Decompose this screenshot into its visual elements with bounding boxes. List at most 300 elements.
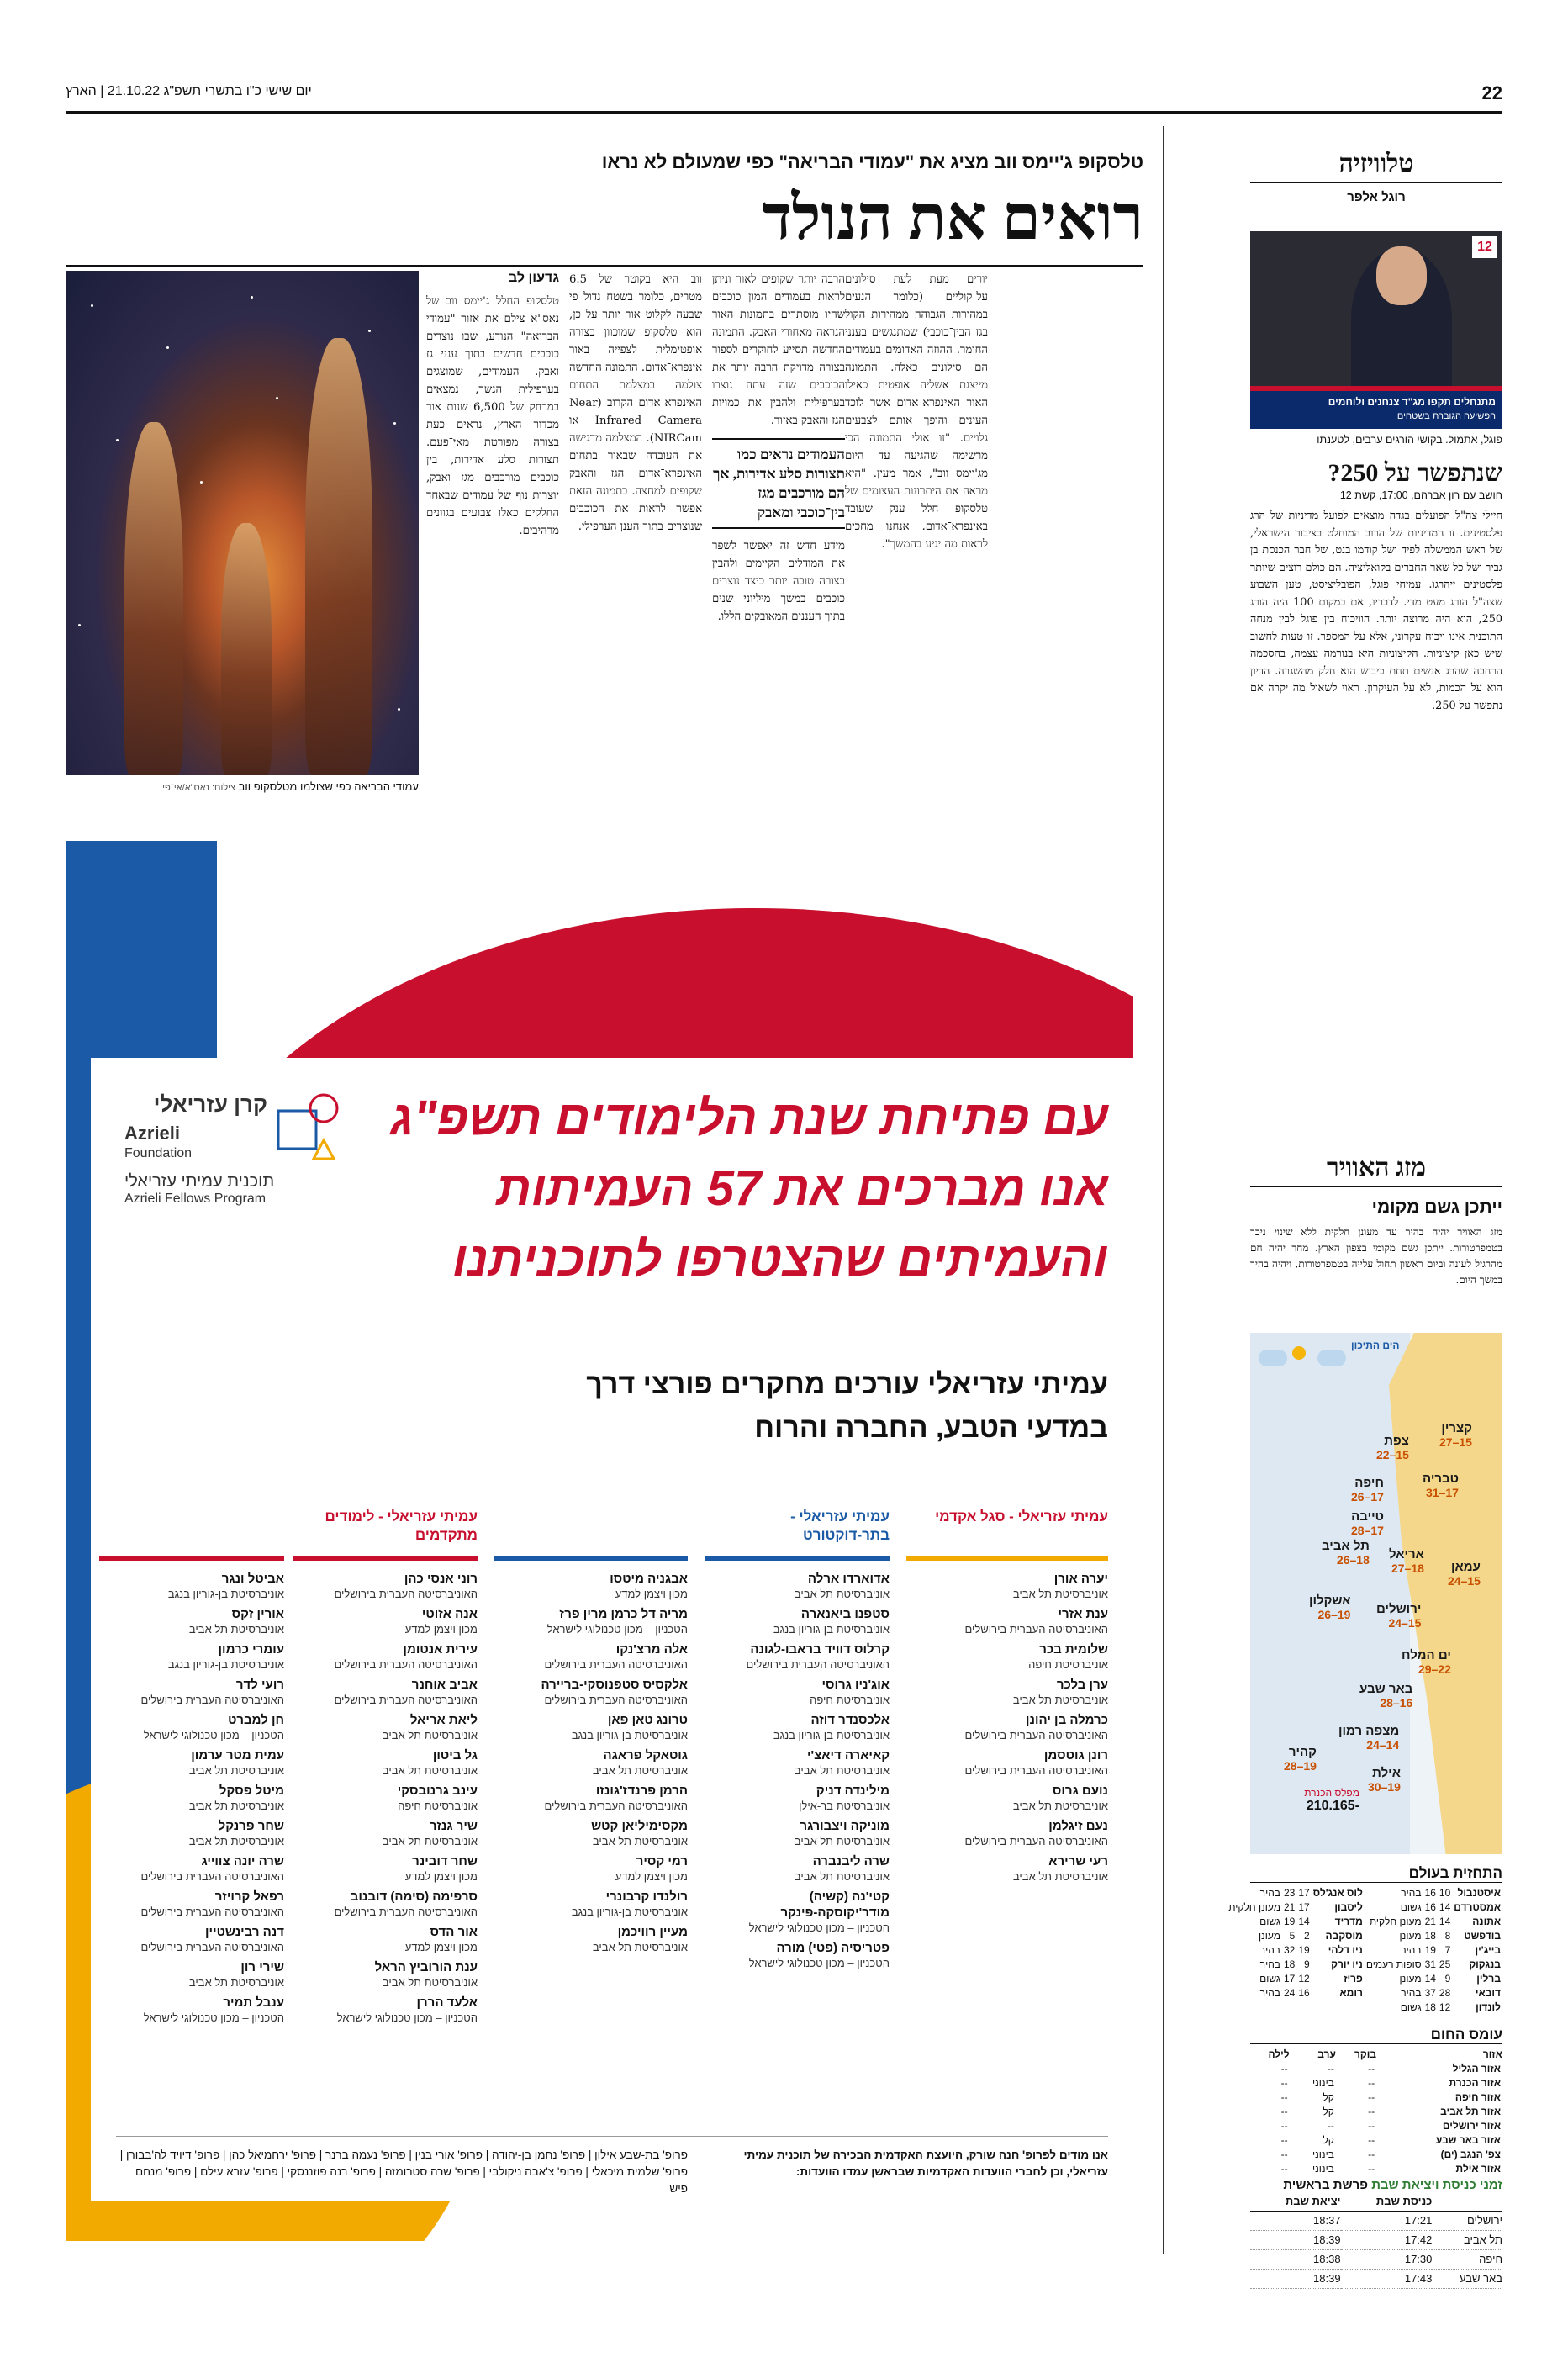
article-column-2: [569, 271, 702, 809]
fellow-name: ליאת אריאל: [409, 1713, 478, 1727]
logo-hebrew: קרן עזריאלי: [153, 1091, 267, 1117]
fellow-entry: [99, 1889, 284, 1919]
shabbat-title: זמני כניסת ויציאת שבת: [1371, 2178, 1502, 2192]
heat-cell: בינוני: [1312, 2148, 1334, 2160]
world-t2: 19: [1424, 1944, 1436, 1956]
world-d: גשום: [1259, 1973, 1280, 1985]
fellow-institution: האוניברסיטה העברית בירושלים: [544, 1694, 688, 1706]
world-t2: 16: [1424, 1887, 1436, 1899]
logo-english-1: Azrieli: [124, 1123, 181, 1144]
fellow-institution: האוניברסיטה העברית בירושלים: [964, 1729, 1108, 1741]
tv-screenshot: [1250, 231, 1502, 429]
headline-rule: [66, 265, 1143, 267]
fellow-institution: האוניברסיטה העברית בירושלים: [334, 1905, 478, 1918]
fellow-entry: [99, 1571, 284, 1601]
fellow-name: אוג'ניו גרוסי: [821, 1678, 890, 1692]
city-temperature: 15–24: [1388, 1616, 1422, 1630]
world-t1: 17: [1298, 1901, 1310, 1913]
fellow-institution: אוניברסיטת תל אביב: [794, 1835, 890, 1847]
fellow-name: רעי שרירא: [1048, 1854, 1108, 1868]
world-t2: 18: [1283, 1958, 1296, 1970]
parasha: פרשת בראשית: [1283, 2178, 1369, 2192]
world-city: אמסטרדם: [1454, 1901, 1501, 1913]
cloud-icon: [1259, 1350, 1287, 1366]
heat-cell: --: [1327, 2120, 1334, 2132]
world-t2: 14: [1424, 1973, 1436, 1985]
world-t2: 23: [1283, 1887, 1296, 1899]
cloud-icon: [1317, 1350, 1346, 1366]
city-temperature: 15–22: [1376, 1448, 1409, 1461]
masthead-date: יום שישי כ"ו בתשרי תשפ"ג 21.10.22 | הארץ: [66, 84, 312, 98]
heat-cell: אזור חיפה: [1454, 2091, 1501, 2103]
fellow-institution: אוניברסיטת תל אביב: [592, 1941, 688, 1953]
heat-cell: בינוני: [1312, 2163, 1334, 2175]
fellow-entry: [99, 1818, 284, 1848]
heat-row: [1250, 2133, 1502, 2148]
city-temperature: 17–26: [1351, 1490, 1384, 1504]
city-forecast: [1284, 1745, 1317, 1773]
article-byline: גדעון לב: [508, 271, 559, 285]
world-t2: 21: [1424, 1916, 1436, 1927]
azrieli-logo: [124, 1090, 351, 1208]
city-name: ים המלח: [1402, 1648, 1451, 1662]
heat-cell: --: [1368, 2163, 1375, 2175]
heat-row: [1250, 2105, 1502, 2119]
fellow-name: מקסימיליאן קטש: [591, 1819, 688, 1833]
caption-text: עמודי הבריאה כפי שצולמו מטלסקופ ווב: [238, 780, 419, 793]
fellow-name: סטפנו ביאנארה: [800, 1607, 890, 1621]
fellow-institution: האוניברסיטה העברית בירושלים: [964, 1764, 1108, 1777]
heat-cell: צפ' הנגב (ים): [1440, 2148, 1501, 2160]
column-header: [494, 1508, 688, 1556]
city-forecast: [1376, 1434, 1409, 1461]
column-header: עמיתי עזריאלי - בתר-דוקטורט: [790, 1509, 890, 1543]
world-t1: 16: [1298, 1987, 1310, 1999]
fellow-institution: אוניברסיטת תל אביב: [382, 1764, 478, 1777]
fellow-name: מיטל פסקל: [219, 1784, 284, 1798]
city-forecast: [1322, 1539, 1370, 1567]
world-d: גשום: [1400, 2001, 1422, 2013]
world-t2: 21: [1283, 1901, 1296, 1913]
heat-row: [1250, 2148, 1502, 2162]
fellow-institution: הטכניון – מכון טכנולוגי לישראל: [143, 1729, 284, 1741]
world-d: מעונן חלקית: [1228, 1901, 1280, 1913]
world-d: בהיר: [1259, 1944, 1280, 1956]
world-t1: 12: [1439, 2001, 1451, 2013]
fellow-name: ענת הורוביץ הראל: [374, 1960, 478, 1974]
shabbat-column-header: יציאת שבת: [1250, 2192, 1341, 2212]
city-forecast: [1389, 1547, 1424, 1575]
heat-load-table: [1250, 2048, 1502, 2176]
tv-photo-caption: פוגל, אתמול. בקושי הורגים ערבים, לטענתו: [1317, 434, 1502, 446]
heat-header: ערב: [1317, 2048, 1336, 2060]
fellow-entry: [293, 1924, 478, 1954]
world-d: גשום: [1400, 1901, 1422, 1913]
heat-cell: --: [1280, 2091, 1288, 2103]
logo-english-2: Foundation: [124, 1146, 193, 1160]
fellow-institution: אוניברסיטת תל אביב: [1012, 1870, 1108, 1883]
shabbat-time: 17:42: [1341, 2231, 1433, 2250]
city-temperature: 22–29: [1418, 1662, 1451, 1676]
fellow-institution: אוניברסיטת תל אביב: [592, 1764, 688, 1777]
fellow-name: ענת אזרי: [1058, 1607, 1108, 1621]
tv-article-body: חיילי צה"ל הפועלים בגדה מוצאים לפועל מדיניות של הרג פלסטינים. זו המדיניות של הרוב המוחלט בציבור הישראלי, של ראש הממשלה לפיד ושל קודמו בנט, של חבר הכנסת בן גביר ושל כל שאר החברים בקואליציה. הם כולם רוצים שיותר פלסטינים ייהרגו. עמיחי פוגל, הפובליציסט, טען השבוע שצה"ל הורג מעט מדי. לדבריו, אם במקום 100 היה הורג 250, הוא היה מרוצה יותר. הוויכוח בין פוגל לבין מנחה התוכנית אינו ויכוח עקרוני, אלא על המספר. זו טעות לחשוב שיש כאן קיצוניות. הקיצוניות היא בנורמה עצמה, בהסכמה הרחבה שהרג אנשים תחת כיבוש הוא חלק מהשגרה. הדיון הוא על הכמות, לא על העיקרון. ראוי לשאול מה יקרה אם נתפשר על 250.: [1250, 510, 1502, 712]
fellow-institution: האוניברסיטה העברית בירושלים: [140, 1870, 284, 1883]
world-t2: 5: [1289, 1930, 1296, 1942]
heat-cell: --: [1368, 2148, 1375, 2160]
column-rule: [705, 1556, 890, 1561]
world-row: [1227, 1958, 1502, 1972]
world-t1: 25: [1439, 1958, 1451, 1970]
fellow-entry: [494, 1818, 688, 1848]
shabbat-time: 17:30: [1341, 2250, 1433, 2270]
city-name: אילת: [1372, 1766, 1401, 1780]
heat-cell: אזור אילת: [1455, 2163, 1501, 2175]
world-t1: 7: [1444, 1944, 1451, 1956]
world-city: מוסקבה: [1325, 1930, 1363, 1942]
city-name: קצרין: [1441, 1421, 1472, 1435]
world-forecast-table: [1227, 1886, 1502, 2015]
fellow-entry: [99, 1606, 284, 1636]
world-d: בהיר: [1401, 1887, 1422, 1899]
city-name: טבריה: [1423, 1472, 1459, 1486]
fellow-institution: אוניברסיטת בן-גוריון בנגב: [571, 1729, 688, 1741]
fellow-entry: [99, 1747, 284, 1778]
fellow-entry: [293, 1641, 478, 1672]
fellow-entry: [705, 1571, 890, 1601]
fellow-name: אורין זקס: [231, 1607, 284, 1621]
shabbat-city: תל אביב: [1432, 2231, 1502, 2250]
city-forecast: [1448, 1560, 1481, 1588]
heat-load-section: [1250, 2027, 1502, 2176]
shabbat-time: 18:38: [1250, 2250, 1341, 2270]
fellow-name: אלכסנדר דוזה: [810, 1713, 890, 1727]
world-city: רומא: [1339, 1987, 1363, 1999]
tv-section-title: טלוויזיה: [1250, 150, 1502, 183]
fellow-institution: מכון ויצמן למדע: [615, 1870, 688, 1883]
world-city: ניו יורק: [1331, 1958, 1363, 1970]
fellow-institution: האוניברסיטה העברית בירושלים: [334, 1694, 478, 1706]
city-name: באר שבע: [1359, 1682, 1413, 1696]
city-temperature: 15–27: [1439, 1435, 1472, 1449]
world-t1: 12: [1298, 1973, 1310, 1985]
fellow-entry: [494, 1571, 688, 1601]
world-city: לוס אנג'לס: [1312, 1887, 1363, 1899]
article-kicker: טלסקופ ג'יימס ווב מציג את "עמודי הבריאה" כפי שמעולם לא נראו: [601, 151, 1143, 172]
fellow-institution: מכון ויצמן למדע: [615, 1588, 688, 1600]
tv-section: [1250, 150, 1502, 204]
fellow-institution: אוניברסיטת תל אביב: [188, 1764, 284, 1777]
ad-subtitle-line: במדעי הטבע, החברה והרוח: [754, 1412, 1108, 1444]
fellow-entry: [494, 1606, 688, 1636]
tv-article-title: שנתפשר על 250?: [1328, 459, 1502, 487]
world-t2: 31: [1424, 1958, 1436, 1970]
city-temperature: 19–28: [1284, 1759, 1317, 1773]
fellow-institution: האוניברסיטה העברית בירושלים: [544, 1658, 688, 1671]
world-d: גשום: [1259, 1916, 1280, 1927]
fellow-institution: מכון ויצמן למדע: [404, 1870, 478, 1883]
fellow-entry: [906, 1606, 1108, 1636]
article-text: יורים מעת לעת סילונים על־קוליים (כלומר הנעים במהירות הגבוהה ממהירות הקול בגז הבין־כוכבי) שמתנגשים בענני החומר. ההוזה האדומים בעמודים הם סילונים כאלה. התמונה מייצגת אשליה אופטית כאילו האור האינפרא־אדום אשר לוכד העינים והופך אותם לצבעים גלויים. "זו אולי התמונה הכי מרשימה שהגיעה עד היום מג'יימס ווב", אמר מעין. "היא מראה את היתרונות העצומים של טלסקופ חלל ענק שעובד באינפרא־אדום. אנחנו מחכים לראות מה יגיע בהמשך".: [845, 273, 988, 551]
heat-cell: --: [1280, 2148, 1288, 2160]
fellows-list: [99, 1571, 284, 2025]
fellow-institution: האוניברסיטה העברית בירושלים: [964, 1835, 1108, 1847]
ad-footer-thanks: אנו מודים לפרופ' חנה שורק, היועצת האקדמית הבכירה של תוכנית עמיתי עזריאלי, וכן לחברי הוועדות האקדמיות שבראשן עמדו הוועדות:: [743, 2148, 1108, 2178]
ad-footer-committee: פרופ' בת-שבע אילון | פרופ' נחמן בן-יהודה | פרופ' אורי בנין | פרופ' נעמה ברנר | פרופ' ירחמיאל כהן | פרופ' דיויד לה'בבורן | פרופ' שלמית מיכאלי | פרופ' צ'אבה ניקולבי | פרופ' שרה סטרומזה | פרופ' רנה פוזננסקי | פרופ' עזרא עילם | פרופ' מנחם פיש: [119, 2148, 688, 2195]
world-city: דובאי: [1475, 1987, 1501, 1999]
heat-cell: אזור באר שבע: [1435, 2134, 1501, 2146]
fellow-institution: אוניברסיטת בן-גוריון בנגב: [773, 1729, 890, 1741]
fellow-name: שחר דובינר: [412, 1854, 478, 1868]
heat-row: [1250, 2076, 1502, 2090]
photo-credit: צילום: נאס"א/אי־פי: [162, 783, 236, 793]
fellow-institution: אוניברסיטת תל אביב: [382, 1976, 478, 1989]
azrieli-logo-icon: [272, 1090, 347, 1165]
article-text: הרבה יותר שקופים לאור וניתן לראות בעמודים המון כוכבים שהיו מוסתרים בתמונות האור הנראה מאחורי האבק. התמונה החדשה תסייע לחוקרים לספור בצורה מדויקת הרבה יותר את הכוכבים שזה עתה נוצרו בערפילית ולהבין את כמויות הגז והאבק באזור.: [712, 273, 845, 427]
tv-show-info: חושב עם רון אברהם, 17:00, קשת 12: [1339, 489, 1502, 501]
fellow-name: אביב אוחנר: [411, 1678, 478, 1692]
fellow-institution: אוניברסיטת חיפה: [398, 1800, 478, 1812]
weather-body: מזג האוויר יהיה בהיר עד מעונן חלקית ללא שינוי ניכר בטמפרטורות. ייתכן גשם מקומי בצפון הארץ. מחר יהיה חם מהרגיל לעונה וביום ראשון תחול עלייה בטמפרטורות, ויהיה בהיר במשך היום.: [1250, 1226, 1502, 1286]
sea-label: הים התיכון: [1351, 1340, 1400, 1351]
fellow-name: קרלוס דוויד בראבו-לגונה: [750, 1642, 890, 1657]
fellow-entry: [99, 1995, 284, 2025]
world-t2: 24: [1283, 1987, 1296, 1999]
shabbat-time: 18:39: [1250, 2270, 1341, 2289]
fellow-entry: [494, 1853, 688, 1884]
shabbat-time: 17:43: [1341, 2270, 1433, 2289]
heat-row: [1250, 2119, 1502, 2133]
fellow-name: רועי לדר: [235, 1678, 284, 1692]
fellow-name: שרה יונה צווייג: [201, 1854, 284, 1868]
fellow-name: אלקסיס סטפנוסקי-בריירה: [541, 1678, 688, 1692]
world-row: [1227, 2000, 1502, 2015]
fellow-entry: [906, 1641, 1108, 1672]
fellow-name: רולנדו קרבונרי: [605, 1889, 688, 1904]
world-t1: 17: [1298, 1887, 1310, 1899]
fellow-entry: [293, 1677, 478, 1707]
column-header: עמיתי עזריאלי - סגל אקדמי: [935, 1509, 1108, 1525]
shabbat-time: 18:39: [1250, 2231, 1341, 2250]
city-temperature: 17–31: [1425, 1486, 1459, 1499]
city-forecast: [1368, 1766, 1401, 1794]
city-name: אריאל: [1389, 1547, 1424, 1562]
fellow-entry: [293, 1889, 478, 1919]
fellows-list: [705, 1571, 890, 1970]
city-forecast: [1351, 1509, 1384, 1537]
fellow-name: גוטאקל פראגה: [603, 1748, 688, 1763]
fellow-entry: [705, 1783, 890, 1813]
fellow-name: סרפימה (סימה) דובנוב: [350, 1889, 478, 1904]
fellow-institution: אוניברסיטת תל אביב: [794, 1870, 890, 1883]
article-text: מידע חדש זה יאפשר לשפר את המודלים הקיימים ולהבין בצורה טובה יותר כיצד נוצרים כוכבים במשך מיליוני שנים בתוך העננים המאובקים הללו.: [712, 540, 845, 623]
fellow-institution: אוניברסיטת תל אביב: [188, 1623, 284, 1636]
world-d: בהיר: [1259, 1958, 1280, 1970]
fellow-entry: [906, 1818, 1108, 1848]
fellow-name: שחר פרנקל: [218, 1819, 284, 1833]
city-name: מצפה רמון: [1338, 1724, 1400, 1738]
fellow-entry: [705, 1712, 890, 1742]
column-header: עמיתי עזריאלי - לימודים מתקדמים: [325, 1509, 478, 1543]
world-city: איסטנבול: [1457, 1887, 1501, 1899]
article-column-3: [712, 271, 845, 809]
weather-headline: ייתכן גשם מקומי: [1371, 1197, 1502, 1217]
city-temperature: 19–26: [1317, 1608, 1351, 1621]
shabbat-city: ירושלים: [1432, 2212, 1502, 2231]
article-column-4: [845, 271, 988, 809]
world-city: מדריד: [1334, 1916, 1363, 1927]
world-d: בהיר: [1401, 1987, 1422, 1999]
heat-cell: --: [1327, 2063, 1334, 2074]
ad-title-line: אנו מברכים את 57 העמיתות: [496, 1161, 1108, 1216]
world-row: [1227, 1943, 1502, 1958]
fellows-column-advanced: [293, 1508, 478, 2030]
world-city: בנגקוק: [1469, 1958, 1501, 1970]
fellow-name: הרמן פרנדז'גונזו: [595, 1784, 688, 1798]
fellow-institution: אוניברסיטת תל אביב: [382, 1835, 478, 1847]
world-d: מעונן חלקית: [1369, 1916, 1422, 1927]
shabbat-city: באר שבע: [1432, 2270, 1502, 2289]
fellow-entry: [99, 1677, 284, 1707]
ad-subtitle: [351, 1362, 1108, 1450]
heat-cell: קל: [1323, 2134, 1334, 2146]
ad-title-line: עם פתיחת שנת הלימודים תשפ"ג: [390, 1091, 1108, 1145]
fellow-name: גל ביטון: [432, 1748, 478, 1763]
heat-load-title: עומס החום: [1250, 2027, 1502, 2044]
city-name: קהיר: [1288, 1745, 1317, 1759]
city-temperature: 19–30: [1368, 1780, 1401, 1794]
fellow-institution: הטכניון – מכון טכנולוגי לישראל: [748, 1957, 890, 1969]
tv-author: רוגל אלפר: [1347, 190, 1406, 204]
fellow-name: רוני אנסי כהן: [404, 1572, 478, 1586]
sun-icon: [1292, 1346, 1306, 1360]
fellow-entry: [705, 1641, 890, 1672]
fellow-entry: [906, 1712, 1108, 1742]
world-row: [1227, 1886, 1502, 1900]
city-name: אשקלון: [1309, 1593, 1351, 1608]
world-t2: 18: [1424, 1930, 1436, 1942]
fellow-name: אלה מרצ'נקו: [615, 1642, 688, 1657]
heat-header: לילה: [1268, 2048, 1290, 2060]
fellow-name: שלומית בכר: [1039, 1642, 1108, 1657]
fellow-name: עמית מטר ערמון: [191, 1748, 284, 1763]
city-temperature: 15–24: [1448, 1574, 1481, 1588]
fellow-entry: [494, 1712, 688, 1742]
fellow-entry: [99, 1853, 284, 1884]
fellow-name: אלעד הררן: [416, 1995, 478, 2010]
fellows-column-faculty: [906, 1508, 1108, 1889]
tv-article: [1250, 434, 1502, 1172]
shabbat-time: 18:37: [1250, 2212, 1341, 2231]
fellow-institution: אוניברסיטת בן-גוריון בנגב: [571, 1905, 688, 1918]
world-row: [1227, 1986, 1502, 2000]
heat-cell: בינוני: [1312, 2077, 1334, 2089]
heat-cell: --: [1280, 2120, 1288, 2132]
fellow-institution: אוניברסיטת תל אביב: [188, 1835, 284, 1847]
fellow-name: שרה ליבנברה: [812, 1854, 890, 1868]
world-city: ניו דלהי: [1328, 1944, 1363, 1956]
heat-cell: אזור הכנרת: [1449, 2077, 1501, 2089]
heat-cell: --: [1280, 2106, 1288, 2117]
fellow-name: טרונג טאן פאן: [607, 1713, 688, 1727]
heat-cell: אזור תל אביב: [1440, 2106, 1501, 2117]
fellow-institution: האוניברסיטה העברית בירושלים: [140, 1905, 284, 1918]
column-rule: [99, 1556, 284, 1561]
world-t2: 17: [1283, 1973, 1296, 1985]
speaker-face: [1376, 246, 1427, 305]
world-d: בהיר: [1401, 1944, 1422, 1956]
fellows-column-postdoc: [705, 1508, 890, 1975]
fellow-name: כרמלה בן יהונן: [1026, 1713, 1108, 1727]
fellow-institution: אוניברסיטת בר-אילן: [799, 1800, 890, 1812]
world-city: אתונה: [1472, 1916, 1501, 1927]
fellow-institution: אוניברסיטת תל אביב: [188, 1976, 284, 1989]
fellow-name: דנה רבינשטיין: [205, 1925, 284, 1939]
fellow-name: עירית אנטומן: [403, 1642, 478, 1657]
fellow-entry: [293, 1783, 478, 1813]
fellow-name: אבגניה מיטסו: [610, 1572, 688, 1586]
heat-cell: --: [1280, 2134, 1288, 2146]
fellow-name: עינב גרנובסקי: [397, 1784, 478, 1798]
heat-row: [1250, 2062, 1502, 2076]
fellow-name: חן למברט: [228, 1713, 284, 1727]
fellows-column-postdoc-2: [494, 1508, 688, 1959]
fellow-name: עומרי כרמון: [218, 1642, 284, 1657]
fellow-institution: האוניברסיטה העברית בירושלים: [334, 1658, 478, 1671]
fellow-name: שיר גנזר: [429, 1819, 478, 1833]
article-text: טלסקופ החלל ג'יימס ווב של נאס"א צילם את אזור "עמודי הבריאה" הנודע, שבו נוצרים כוכבים חדשים בתוך ענני גז ואבק. העמודים, שמוצגים בערפילית הנשר, נמצאים במרחק של 6,500 שנות אור מכדור הארץ, נראים כעת בצורה מפורטת מאי־פעם. תצורות סלע אדירות, בין כוכבים מורכבים מגז ואבק, יוצרות נוף של עמודים שבאחד החלקים כאלו צבועים בגוונים מרהיבים.: [426, 295, 559, 537]
city-temperature: 16–28: [1380, 1696, 1413, 1710]
fellow-entry: [705, 1747, 890, 1778]
world-row: [1227, 1929, 1502, 1943]
heat-header: אזור: [1482, 2048, 1502, 2060]
logo-program-en: Azrieli Fellows Program: [124, 1192, 267, 1206]
world-city: בייג'ין: [1475, 1944, 1501, 1956]
header-rule: [66, 111, 1502, 114]
world-d: בהיר: [1259, 1887, 1280, 1899]
shabbat-time: 17:21: [1341, 2212, 1433, 2231]
fellow-entry: [494, 1889, 688, 1919]
ad-panel: [91, 1058, 1133, 2201]
city-name: עמאן: [1451, 1560, 1481, 1574]
fellow-entry: [293, 1995, 478, 2025]
fellow-entry: [293, 1712, 478, 1742]
fellows-column-advanced-2: [99, 1508, 284, 2030]
heat-cell: --: [1280, 2077, 1288, 2089]
world-t1: 14: [1439, 1916, 1451, 1927]
fellow-name: שירי רון: [240, 1960, 284, 1974]
shabbat-table: [1250, 2192, 1502, 2289]
fellows-list: [494, 1571, 688, 1954]
city-forecast: [1359, 1682, 1412, 1710]
banner-sub: הפשיעה הגוברת בשטחים: [1396, 411, 1496, 421]
fellow-entry: [705, 1853, 890, 1884]
fellow-entry: [705, 1677, 890, 1707]
fellow-institution: אוניברסיטת תל אביב: [794, 1588, 890, 1600]
fellow-entry: [705, 1818, 890, 1848]
article-headline: רואים את הנולד: [762, 184, 1143, 253]
fellow-name: ערן בלכר: [1056, 1678, 1108, 1692]
fellow-institution: האוניברסיטה העברית בירושלים: [140, 1941, 284, 1953]
city-forecast: [1309, 1593, 1350, 1621]
heat-cell: --: [1368, 2106, 1375, 2117]
shabbat-header: [1250, 2178, 1502, 2192]
fellow-entry: [99, 1783, 284, 1813]
city-name: תל אביב: [1322, 1539, 1370, 1553]
fellow-institution: אוניברסיטת בן-גוריון בנגב: [773, 1623, 890, 1636]
fellows-list: [293, 1571, 478, 2025]
world-d: בהיר: [1259, 1987, 1280, 1999]
